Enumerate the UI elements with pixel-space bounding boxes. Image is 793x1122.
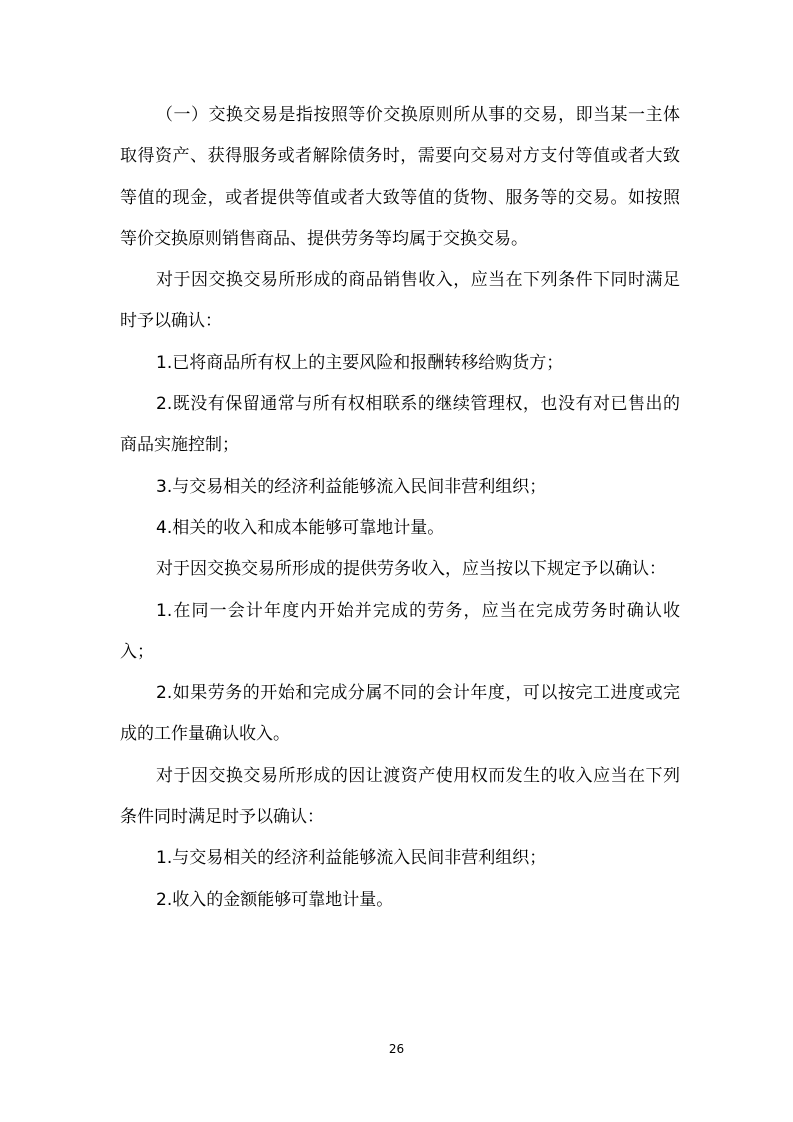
list-item-sales-condition-1: 1.已将商品所有权上的主要风险和报酬转移给购货方； — [156, 352, 564, 373]
paragraph-exchange-definition: （一）交换交易是指按照等价交换原则所从事的交易，即当某一主体取得资产、获得服务或者解除债务时，需要向交易对方支付等值或者大致等值的现金，或者提供等值或者大致等值的货物、服务等的交易。如按照等价交换原则销售商品、提供劳务等均属于交换交易。 — [120, 105, 680, 249]
list-item-sales-condition-3: 3.与交易相关的经济利益能够流入民间非营利组织； — [156, 476, 547, 497]
page-number: 26 — [388, 1042, 405, 1056]
list-item-usage-condition-2: 2.收入的金额能够可靠地计量。 — [156, 889, 394, 910]
list-item-service-rule-1: 1.在同一会计年度内开始并完成的劳务，应当在完成劳务时确认收入； — [120, 600, 680, 662]
paragraph-usage-right-intro: 对于因交换交易所形成的因让渡资产使用权而发生的收入应当在下列条件同时满足时予以确认： — [120, 765, 680, 828]
list-item-usage-condition-1: 1.与交易相关的经济利益能够流入民间非营利组织； — [156, 848, 547, 869]
paragraph-sales-revenue-intro: 对于因交换交易所形成的商品销售收入，应当在下列条件下同时满足时予以确认： — [120, 270, 680, 332]
paragraph-service-revenue-intro: 对于因交换交易所形成的提供劳务收入，应当按以下规定予以确认： — [156, 559, 666, 580]
list-item-sales-condition-2: 2.既没有保留通常与所有权相联系的继续管理权，也没有对已售出的商品实施控制； — [120, 394, 680, 456]
body-text — [120, 95, 680, 921]
list-item-sales-condition-4: 4.相关的收入和成本能够可靠地计量。 — [156, 517, 445, 538]
list-item-service-rule-2: 2.如果劳务的开始和完成分属不同的会计年度，可以按完工进度或完成的工作量确认收入。 — [120, 683, 680, 745]
